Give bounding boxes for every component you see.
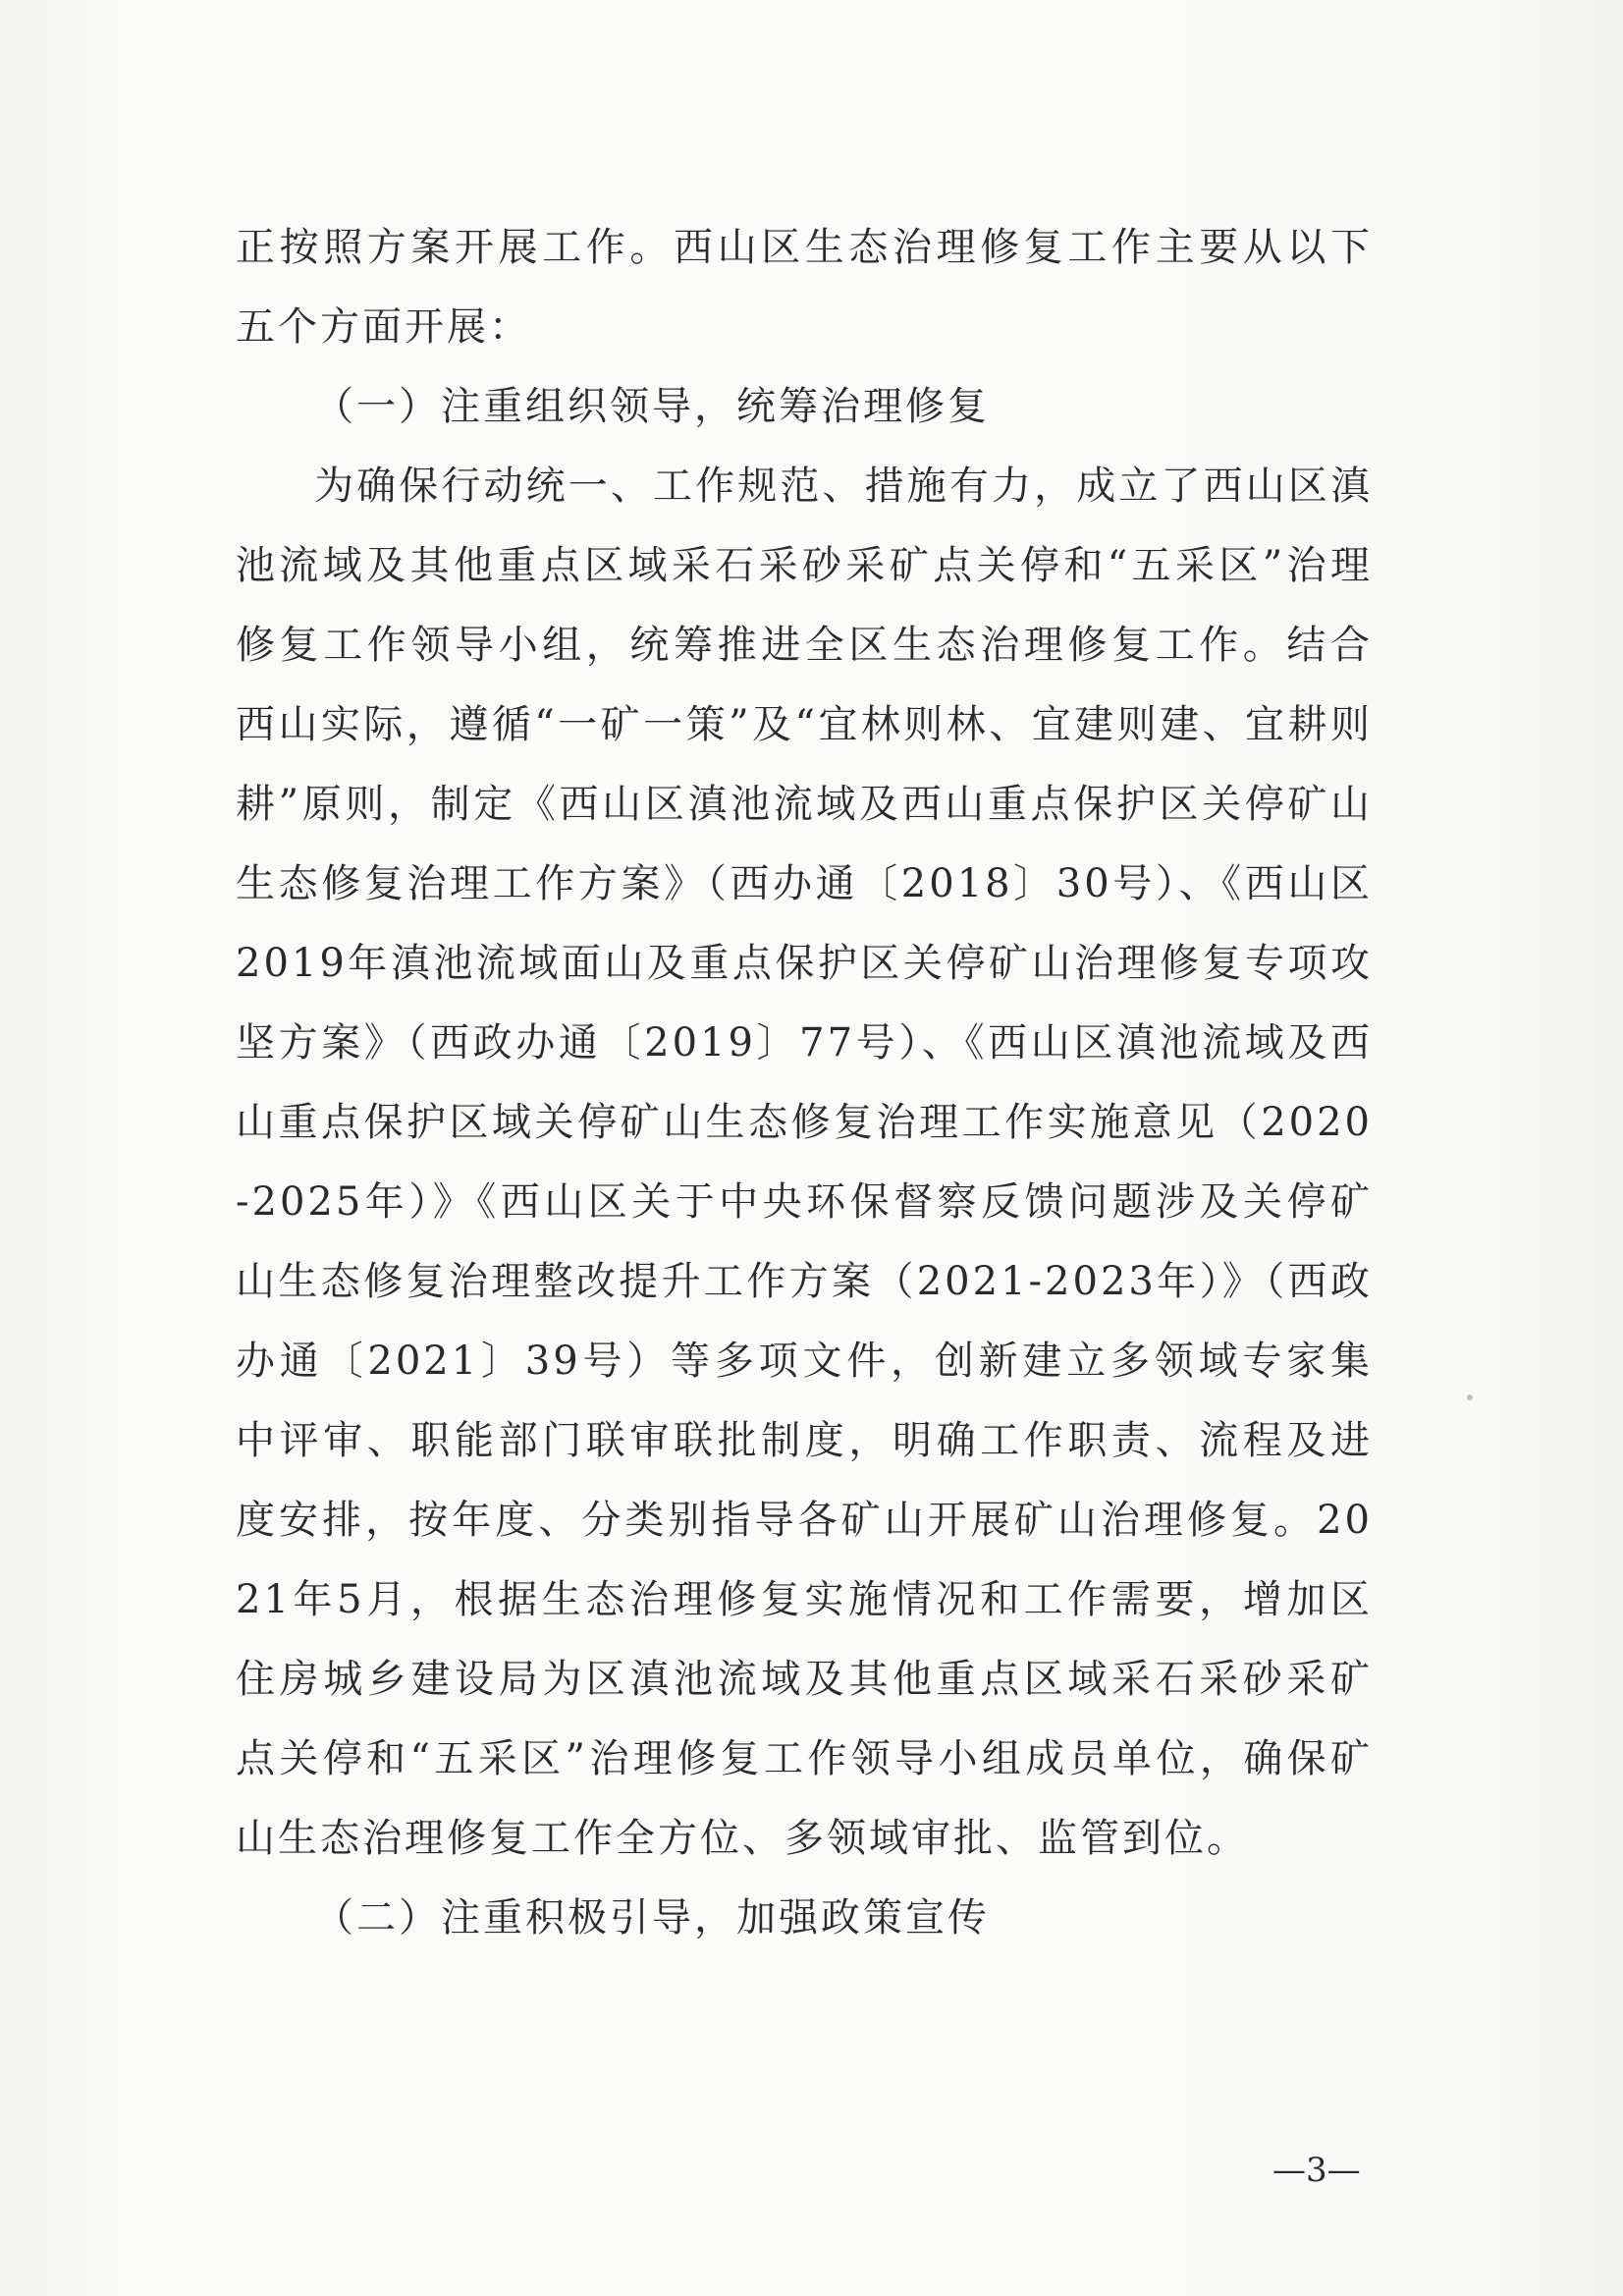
paragraph-section-1: 为确保行动统一、工作规范、措施有力，成立了西山区滇池流域及其他重点区域采石采砂采矿点关停和“五采区”治理修复工作领导小组，统筹推进全区生态治理修复工作。结合西山实际，遵循“一矿一策”及“宜林则林、宜建则建、宜耕则耕”原则，制定《西山区滇池流域及西山重点保护区关停矿山生态修复治理工作方案》（西办通〔2018〕30号）、《西山区2019年滇池流域面山及重点保护区关停矿山治理修复专项攻坚方案》（西政办通〔2019〕77号）、《西山区滇池流域及西山重点保护区域关停矿山生态修复治理工作实施意见（2020-2025年）》《西山区关于中央环保督察反馈问题涉及关停矿山生态修复治理整改提升工作方案（2021-2023年）》（西政办通〔2021〕39号）等多项文件，创新建立多领域专家集中评审、职能部门联审联批制度，明确工作职责、流程及进度安排，按年度、分类别指导各矿山开展矿山治理修复。2021年5月，根据生态治理修复实施情况和工作需要，增加区住房城乡建设局为区滇池流域及其他重点区域采石采砂采矿点关停和“五采区”治理修复工作领导小组成员单位，确保矿山生态治理修复工作全方位、多领域审批、监管到位。 (236, 464, 1373, 1861)
page-number: —3— (1272, 2151, 1361, 2190)
document-body (236, 208, 1373, 1958)
section-heading-2: （二）注重积极引导，加强政策宣传 (314, 1895, 990, 1941)
scan-speck (1467, 1394, 1473, 1400)
paragraph-intro: 正按照方案开展工作。西山区生态治理修复工作主要从以下五个方面开展： (236, 225, 1373, 350)
section-heading-1: （一）注重组织领导，统筹治理修复 (314, 384, 990, 429)
